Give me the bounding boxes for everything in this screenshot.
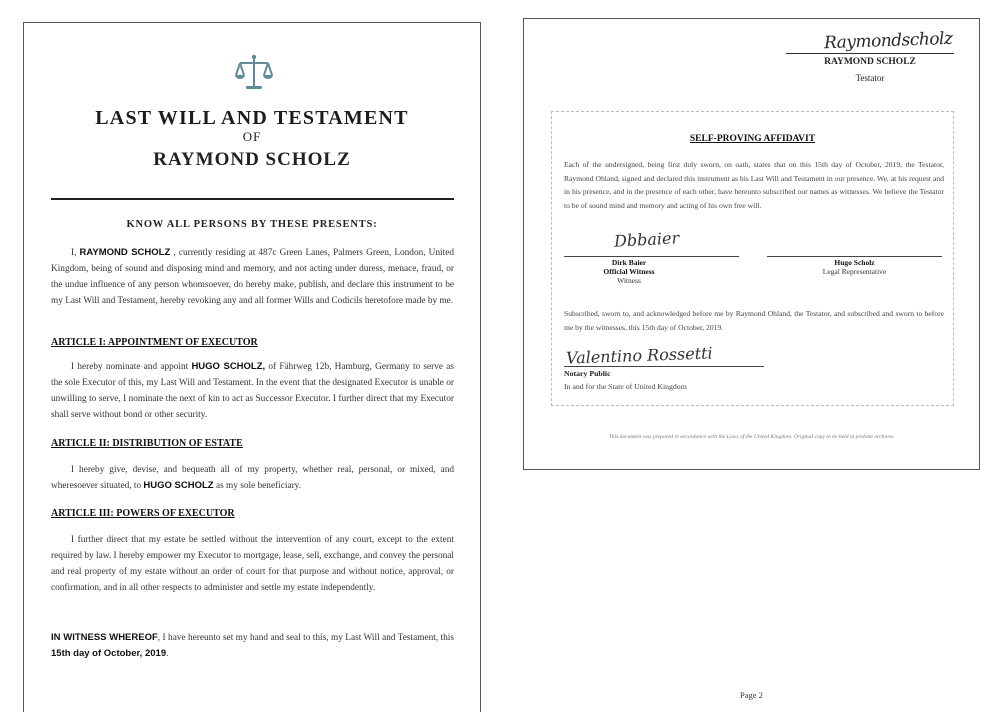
preamble-heading: KNOW ALL PERSONS BY THESE PRESENTS: [126, 219, 378, 230]
intro-paragraph: I, RAYMOND SCHOLZ , currently residing at 487c Green Lanes, Palmers Green, London, United Kingdom, being of sound and disposing mind and memory, and not acting under duress, menace, fraud, or the undue influence of any person whomsoever, do hereby make, publish, and declare this instrument to be my Last Will and Testament, hereby revoking any and all former Wills and Codicils heretofore made by me. [51, 247, 454, 306]
notary-signature: Valentino Rossetti [565, 343, 713, 368]
affidavit-title: SELF-PROVING AFFIDAVIT [689, 134, 816, 144]
witness-2-name: Hugo Scholz [834, 258, 875, 267]
notary-jurisdiction: In and for the State of United Kingdom [564, 382, 687, 391]
will-page-2 [523, 18, 980, 470]
article-1-paragraph: I hereby nominate and appoint HUGO SCHOLZ, of Fährweg 12b, Hamburg, Germany to serve as the sole Executor of this, my Last Will and Testament. In the event that the designated Executor is unable or unwilling to serve, I nominate the next of kin to act as Successor Executor. I further direct that my Executor shall serve without bond or other security. [51, 361, 454, 420]
witness-1-role: Witness [617, 276, 641, 285]
testator-role-label: Testator [855, 73, 885, 83]
testator-signature-line [786, 53, 954, 54]
article-1-heading: ARTICLE I: APPOINTMENT OF EXECUTOR [51, 337, 258, 348]
witness-1-title: Official Witness [603, 267, 655, 276]
will-page-1 [23, 22, 481, 712]
title-of: OF [242, 129, 262, 144]
title-divider [51, 198, 454, 200]
article-2-heading: ARTICLE II: DISTRIBUTION OF ESTATE [51, 438, 243, 449]
witness-1-block [564, 258, 694, 285]
article-3-paragraph: I further direct that my estate be settled without the intervention of any court, except to the extent required by law. I hereby empower my Executor to mortgage, lease, sell, exchange, and convey the personal and real property of my estate without an order of court for that purpose and without notice, approval, or confirmation, and in all other respects to administer and settle my estate independently. [51, 535, 454, 593]
notary-title: Notary Public [564, 369, 611, 378]
subscribed-paragraph: Subscribed, sworn to, and acknowledged before me by Raymond Ohland, the Testator, and subscribed and sworn to before me by the witnesses, this 15th day of October, 2019. [564, 309, 944, 332]
article-2-paragraph: I hereby give, devise, and bequeath all of my property, whether real, personal, or mixed, and wheresoever situated, to HUGO SCHOLZ as my sole beneficiary. [51, 465, 454, 491]
scales-of-justice-icon [234, 53, 274, 93]
witness-2-block [777, 258, 932, 276]
testator-title-name: RAYMOND SCHOLZ [153, 149, 351, 170]
testator-signature-name: RAYMOND SCHOLZ [824, 57, 916, 67]
article-3-heading: ARTICLE III: POWERS OF EXECUTOR [51, 508, 235, 519]
beneficiary-name: HUGO SCHOLZ [143, 480, 214, 491]
witness-1-name: Dirk Baier [611, 258, 647, 267]
footnote: This document was prepared in accordance with the Laws of the United Kingdom. Original copy to be held in probate archives. [608, 434, 895, 440]
notary-signature-line [564, 366, 764, 367]
self-proving-affidavit [551, 111, 954, 406]
witness-1-signature: Dbbaier [613, 228, 680, 251]
witness-2-role: Legal Representative [822, 267, 887, 276]
witness-clause: IN WITNESS WHEREOF, I have hereunto set my hand and seal to this, my Last Will and Testament, this 15th day of October, 2019. [51, 632, 454, 659]
witness-1-signature-line [564, 256, 739, 257]
page-number: Page 2 [740, 690, 763, 700]
witness-2-signature-line [767, 256, 942, 257]
testator-signature: Raymondscholz [823, 28, 953, 54]
affidavit-paragraph: Each of the undersigned, being first duly sworn, on oath, states that on this 15th day of October, 2019, the Testator, Raymond Ohland, signed and declared this instrument as his Last Will and Testament in our presence. We, at his request and in his presence, and in the presence of each other, have hereunto subscribed our names as witnesses. We believe the Testator to be of sound mind and memory and acting of his own free will. [564, 160, 944, 210]
testator-name: RAYMOND SCHOLZ [79, 247, 171, 258]
executor-name: HUGO SCHOLZ, [191, 361, 266, 372]
document-title: LAST WILL AND TESTAMENT [95, 107, 409, 129]
